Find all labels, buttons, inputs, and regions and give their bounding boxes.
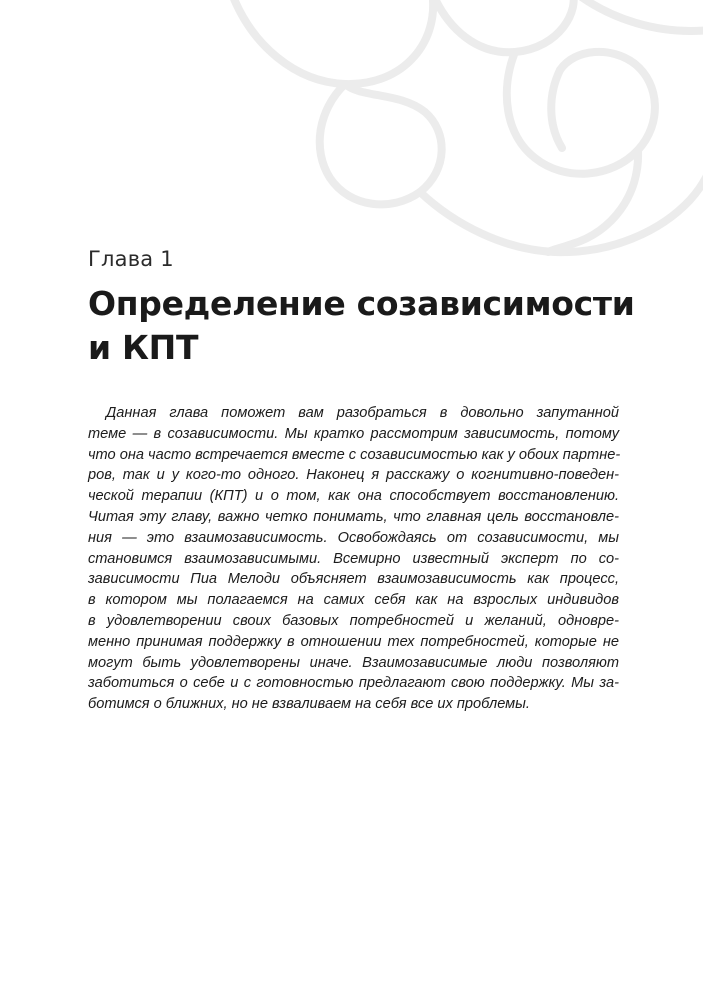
chapter-title — [88, 282, 648, 370]
body-line: ческой терапии (КПТ) и о том, как она способствует восстановлению. — [88, 488, 619, 505]
body-line: в удовлетворении своих базовых потребностей и желаний, одновре- — [88, 612, 619, 629]
body-line: менно принимая поддержку в отношении тех потребностей, которые не — [88, 633, 619, 650]
chapter-title-line-2: и КПТ — [88, 328, 199, 367]
body-line: становимся взаимозависимыми. Всемирно известный эксперт по со- — [88, 550, 619, 567]
body-line: Данная глава поможет вам разобраться в довольно запутанной — [106, 405, 619, 421]
body-line: что она часто встречается вместе с созависимостью как у обоих партне- — [88, 446, 621, 463]
body-line: зависимости Пиа Мелоди объясняет взаимозависимость как процесс, — [88, 571, 619, 588]
chapter-number: Глава 1 — [88, 247, 174, 271]
body-line: могут быть удовлетворены иначе. Взаимозависимые люди позволяют — [88, 654, 619, 671]
body-line: Читая эту главу, важно четко понимать, что главная цель восстановле- — [88, 508, 619, 525]
body-line: в котором мы полагаемся на самих себя как на взрослых индивидов — [88, 592, 619, 609]
body-line: заботиться о себе и с готовностью предлагают свою поддержку. Мы за- — [88, 675, 619, 692]
body-line: теме — в созависимости. Мы кратко рассмотрим зависимость, потому — [88, 425, 619, 442]
body-paragraph — [88, 403, 619, 715]
body-line: ния — это взаимозависимость. Освобождаясь от созависимости, мы — [88, 529, 619, 546]
body-line: ров, так и у кого-то одного. Наконец я расскажу о когнитивно-поведен- — [88, 467, 619, 484]
chapter-title-line-1: Определение созависимости — [88, 284, 635, 323]
body-line: ботимся о ближних, но не взваливаем на себя все их проблемы. — [88, 696, 530, 713]
